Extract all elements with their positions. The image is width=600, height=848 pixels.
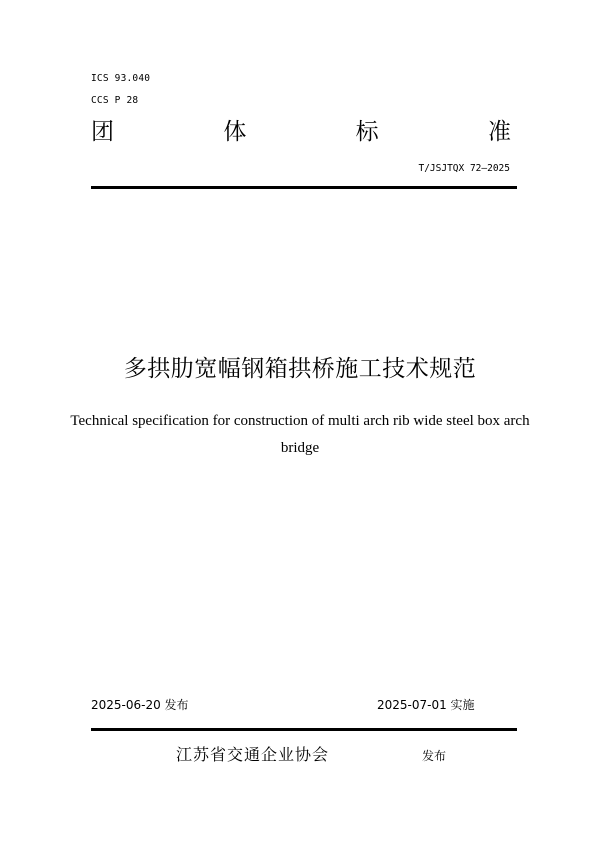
issue-date: 2025-06-20 发布 [91,698,189,712]
bottom-divider [91,728,517,731]
top-divider [91,186,517,189]
implementation-date: 2025-07-01 实施 [377,698,475,712]
standard-type-char: 体 [223,119,247,145]
standard-type-char: 准 [487,119,511,145]
ics-code: ICS 93.040 [91,73,151,84]
standard-number: T/JSJTQX 72—2025 [418,163,510,174]
publish-label: 发布 [422,749,447,763]
title-english: Technical specification for construction of multi arch rib wide steel box arch bridge [70,413,530,456]
ccs-code: CCS P 28 [91,95,139,106]
publishing-organization: 江苏省交通企业协会 [176,745,330,764]
standard-type-char: 团 [91,119,114,145]
title-chinese: 多拱肋宽幅钢箱拱桥施工技术规范 [123,356,477,382]
standard-type-char: 标 [355,119,379,145]
standard-type [91,116,511,148]
